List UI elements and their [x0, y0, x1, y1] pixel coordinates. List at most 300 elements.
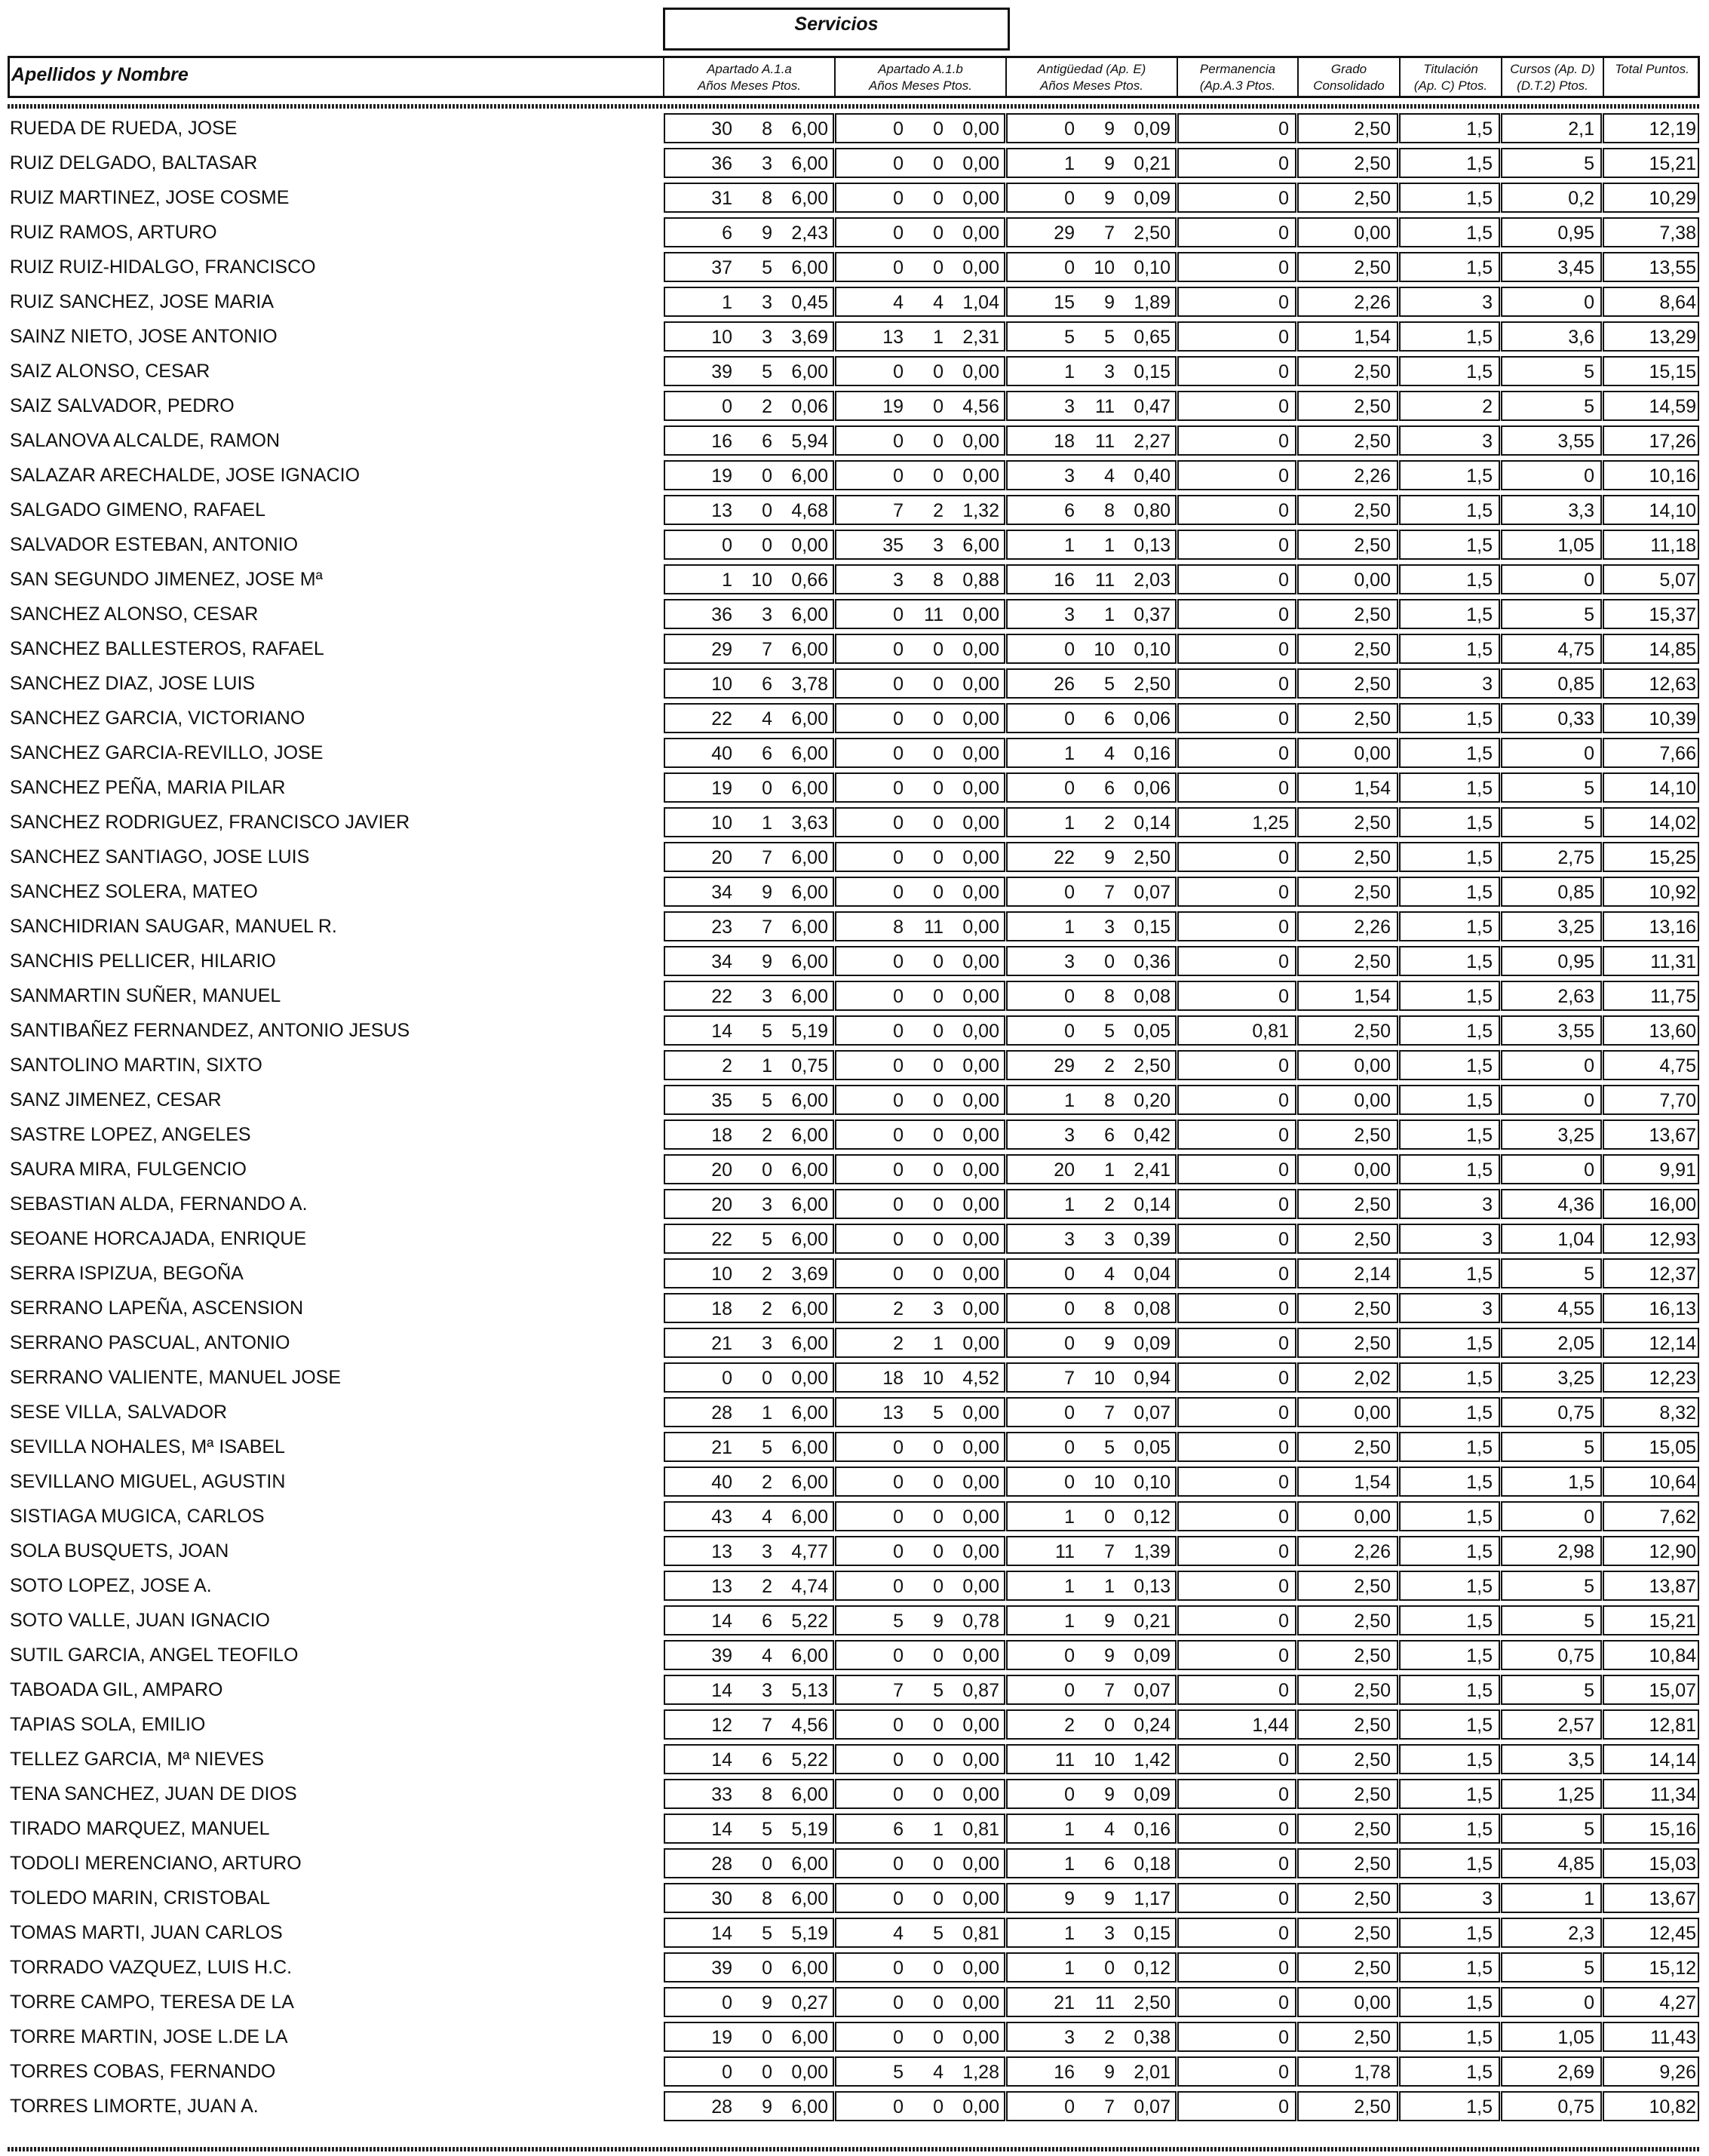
value-5: 0 — [933, 1194, 943, 1215]
value-12: 3 — [1482, 292, 1493, 313]
value-3: 6,00 — [791, 1090, 828, 1111]
value-10: 0 — [1278, 1784, 1289, 1805]
value-2: 1 — [762, 1402, 772, 1424]
value-1: 10 — [711, 674, 732, 695]
value-2: 6 — [762, 431, 772, 452]
value-11: 2,50 — [1354, 2027, 1391, 2048]
value-10: 0 — [1278, 465, 1289, 487]
value-6: 0,00 — [962, 2027, 999, 2048]
table-row — [8, 840, 1700, 875]
table-row — [8, 944, 1700, 979]
value-14: 15,05 — [1649, 1437, 1696, 1458]
value-14: 5,07 — [1659, 570, 1696, 591]
value-12: 1,5 — [1466, 500, 1493, 521]
value-6: 0,00 — [962, 778, 999, 799]
value-2: 3 — [762, 1680, 772, 1701]
value-9: 0,21 — [1134, 1611, 1171, 1632]
value-12: 1,5 — [1466, 1021, 1493, 1042]
value-5: 0 — [933, 986, 943, 1007]
value-12: 1,5 — [1466, 951, 1493, 972]
value-10: 0 — [1278, 1333, 1289, 1354]
value-14: 11,31 — [1650, 951, 1696, 972]
value-9: 2,50 — [1134, 223, 1171, 244]
table-row — [8, 910, 1700, 944]
value-14: 13,55 — [1649, 257, 1696, 278]
employee-name: SERRA ISPIZUA, BEGOÑA — [10, 1263, 244, 1284]
value-8: 0 — [1104, 1958, 1115, 1979]
value-11: 2,50 — [1354, 604, 1391, 625]
value-14: 16,13 — [1649, 1298, 1696, 1319]
value-12: 1,5 — [1466, 1784, 1493, 1805]
value-2: 0 — [762, 1958, 772, 1979]
value-8: 6 — [1104, 708, 1115, 729]
table-row — [8, 528, 1700, 563]
employee-name: SANZ JIMENEZ, CESAR — [10, 1089, 222, 1110]
value-13: 0,85 — [1557, 882, 1594, 903]
value-7: 1 — [1064, 535, 1075, 556]
value-11: 1,54 — [1354, 986, 1391, 1007]
value-2: 7 — [762, 917, 772, 938]
value-6: 0,00 — [962, 1853, 999, 1875]
value-9: 0,40 — [1134, 465, 1171, 487]
value-3: 0,00 — [791, 1368, 828, 1389]
value-7: 0 — [1064, 188, 1075, 209]
value-12: 1,5 — [1466, 1715, 1493, 1736]
table-row — [8, 1049, 1700, 1083]
value-13: 0 — [1584, 1506, 1594, 1528]
value-9: 0,15 — [1134, 1923, 1171, 1944]
value-1: 20 — [711, 1194, 732, 1215]
value-13: 3,5 — [1568, 1749, 1594, 1771]
value-5: 1 — [933, 1333, 943, 1354]
employee-name: SERRANO PASCUAL, ANTONIO — [10, 1332, 290, 1353]
employee-name: SANCHEZ BALLESTEROS, RAFAEL — [10, 638, 324, 659]
value-14: 12,81 — [1649, 1715, 1696, 1736]
value-12: 1,5 — [1466, 1125, 1493, 1146]
value-5: 0 — [933, 1645, 943, 1666]
value-7: 0 — [1064, 1645, 1075, 1666]
value-1: 22 — [711, 986, 732, 1007]
value-8: 9 — [1104, 1645, 1115, 1666]
value-1: 13 — [711, 500, 732, 521]
table-row — [8, 285, 1700, 320]
column-header-line2: Consolidado — [1313, 78, 1385, 93]
employee-name: TIRADO MARQUEZ, MANUEL — [10, 1818, 270, 1839]
employee-name: TABOADA GIL, AMPARO — [10, 1679, 223, 1700]
value-13: 2,1 — [1568, 118, 1594, 140]
value-5: 0 — [933, 1472, 943, 1493]
value-13: 3,6 — [1568, 327, 1594, 348]
value-3: 5,19 — [791, 1021, 828, 1042]
value-9: 0,13 — [1134, 1576, 1171, 1597]
value-11: 2,50 — [1354, 847, 1391, 868]
value-1: 36 — [711, 604, 732, 625]
value-12: 1,5 — [1466, 778, 1493, 799]
value-7: 16 — [1054, 2062, 1075, 2083]
value-6: 0,00 — [962, 1333, 999, 1354]
value-7: 0 — [1064, 257, 1075, 278]
value-6: 0,00 — [962, 1125, 999, 1146]
value-4: 4 — [893, 292, 904, 313]
column-header-2 — [834, 58, 1005, 96]
value-3: 6,00 — [791, 188, 828, 209]
value-2: 6 — [762, 674, 772, 695]
value-11: 2,50 — [1354, 1958, 1391, 1979]
value-10: 0 — [1278, 1958, 1289, 1979]
value-12: 1,5 — [1466, 1645, 1493, 1666]
value-4: 0 — [893, 153, 904, 174]
value-8: 9 — [1104, 1888, 1115, 1909]
value-12: 1,5 — [1466, 1437, 1493, 1458]
value-2: 5 — [762, 1229, 772, 1250]
value-8: 1 — [1104, 604, 1115, 625]
value-12: 1,5 — [1466, 1992, 1493, 2013]
table-row — [8, 250, 1700, 285]
column-header-5 — [1297, 58, 1399, 96]
value-6: 0,00 — [962, 1506, 999, 1528]
value-7: 3 — [1064, 2027, 1075, 2048]
value-5: 0 — [933, 778, 943, 799]
value-6: 0,00 — [962, 2096, 999, 2118]
value-10: 0 — [1278, 361, 1289, 382]
value-5: 11 — [924, 604, 943, 625]
value-10: 0 — [1278, 951, 1289, 972]
value-4: 0 — [893, 1749, 904, 1771]
value-4: 0 — [893, 674, 904, 695]
value-7: 5 — [1064, 327, 1075, 348]
table-row — [8, 1500, 1700, 1534]
value-11: 1,54 — [1354, 1472, 1391, 1493]
value-1: 0 — [722, 1368, 732, 1389]
value-8: 9 — [1104, 153, 1115, 174]
value-11: 2,26 — [1354, 465, 1391, 487]
value-9: 2,50 — [1134, 1992, 1171, 2013]
value-8: 11 — [1095, 431, 1115, 452]
value-8: 9 — [1104, 292, 1115, 313]
value-10: 0 — [1278, 535, 1289, 556]
value-3: 6,00 — [791, 1645, 828, 1666]
value-9: 0,65 — [1134, 327, 1171, 348]
value-14: 10,92 — [1649, 882, 1696, 903]
value-2: 3 — [762, 292, 772, 313]
value-11: 2,26 — [1354, 292, 1391, 313]
value-2: 6 — [762, 1749, 772, 1771]
value-8: 2 — [1104, 2027, 1115, 2048]
value-4: 35 — [882, 535, 904, 556]
value-6: 0,00 — [962, 1055, 999, 1076]
employee-name: RUIZ DELGADO, BALTASAR — [10, 152, 258, 174]
value-14: 8,32 — [1659, 1402, 1696, 1424]
value-5: 0 — [933, 431, 943, 452]
value-14: 14,85 — [1649, 639, 1696, 660]
value-4: 2 — [893, 1333, 904, 1354]
value-2: 2 — [762, 1298, 772, 1319]
value-14: 13,87 — [1649, 1576, 1696, 1597]
value-9: 2,27 — [1134, 431, 1171, 452]
value-14: 8,64 — [1659, 292, 1696, 313]
value-11: 1,54 — [1354, 778, 1391, 799]
value-2: 5 — [762, 1437, 772, 1458]
value-5: 0 — [933, 1888, 943, 1909]
value-7: 9 — [1064, 1888, 1075, 1909]
value-1: 0 — [722, 396, 732, 417]
value-7: 1 — [1064, 1958, 1075, 1979]
value-1: 18 — [711, 1298, 732, 1319]
value-3: 4,74 — [791, 1576, 828, 1597]
value-8: 1 — [1104, 535, 1115, 556]
value-1: 39 — [711, 361, 732, 382]
value-13: 5 — [1584, 1576, 1594, 1597]
table-row — [8, 1743, 1700, 1777]
employee-name: TORRADO VAZQUEZ, LUIS H.C. — [10, 1957, 293, 1978]
value-9: 0,05 — [1134, 1437, 1171, 1458]
value-2: 2 — [762, 1576, 772, 1597]
column-header-line2: (Ap. C) Ptos. — [1413, 78, 1488, 93]
value-4: 0 — [893, 1576, 904, 1597]
value-6: 0,00 — [962, 118, 999, 140]
value-8: 9 — [1104, 1611, 1115, 1632]
value-3: 6,00 — [791, 1784, 828, 1805]
value-13: 5 — [1584, 396, 1594, 417]
value-12: 1,5 — [1466, 257, 1493, 278]
value-1: 14 — [711, 1819, 732, 1840]
employee-name: SANCHEZ PEÑA, MARIA PILAR — [10, 777, 286, 798]
value-13: 2,63 — [1557, 986, 1594, 1007]
value-3: 6,00 — [791, 639, 828, 660]
value-11: 0,00 — [1354, 1506, 1391, 1528]
value-13: 4,55 — [1557, 1298, 1594, 1319]
value-14: 13,67 — [1649, 1125, 1696, 1146]
value-2: 0 — [762, 1159, 772, 1181]
value-14: 11,75 — [1650, 986, 1696, 1007]
value-11: 2,50 — [1354, 396, 1391, 417]
value-1: 14 — [711, 1680, 732, 1701]
value-2: 2 — [762, 1264, 772, 1285]
value-14: 12,23 — [1649, 1368, 1696, 1389]
value-12: 1,5 — [1466, 1264, 1493, 1285]
value-3: 6,00 — [791, 1437, 828, 1458]
value-4: 0 — [893, 2096, 904, 2118]
value-1: 18 — [711, 1125, 732, 1146]
value-11: 2,50 — [1354, 118, 1391, 140]
value-4: 2 — [893, 1298, 904, 1319]
value-2: 9 — [762, 1992, 772, 2013]
table-row — [8, 1534, 1700, 1569]
value-1: 14 — [711, 1749, 732, 1771]
value-8: 10 — [1094, 257, 1115, 278]
value-10: 0 — [1278, 847, 1289, 868]
value-12: 1,5 — [1466, 1541, 1493, 1562]
value-4: 0 — [893, 1021, 904, 1042]
value-4: 13 — [882, 327, 904, 348]
value-4: 5 — [893, 2062, 904, 2083]
value-11: 2,50 — [1354, 1611, 1391, 1632]
value-5: 0 — [933, 1576, 943, 1597]
value-2: 5 — [762, 1819, 772, 1840]
value-3: 6,00 — [791, 465, 828, 487]
value-10: 0 — [1278, 257, 1289, 278]
table-row — [8, 1396, 1700, 1430]
column-header-line1: Permanencia — [1199, 62, 1276, 76]
value-13: 5 — [1584, 1611, 1594, 1632]
value-6: 0,00 — [962, 361, 999, 382]
value-1: 21 — [711, 1333, 732, 1354]
value-12: 1,5 — [1466, 1749, 1493, 1771]
value-4: 0 — [893, 812, 904, 834]
value-11: 2,50 — [1354, 431, 1391, 452]
value-10: 0 — [1278, 396, 1289, 417]
value-1: 16 — [711, 431, 732, 452]
value-13: 4,85 — [1557, 1853, 1594, 1875]
value-13: 0,75 — [1557, 1645, 1594, 1666]
value-11: 0,00 — [1354, 1402, 1391, 1424]
employee-name: SUTIL GARCIA, ANGEL TEOFILO — [10, 1645, 299, 1666]
value-6: 0,00 — [962, 465, 999, 487]
value-10: 0 — [1278, 1159, 1289, 1181]
table-row — [8, 1326, 1700, 1361]
table-row — [8, 1465, 1700, 1500]
value-1: 40 — [711, 743, 732, 764]
value-8: 7 — [1104, 1402, 1115, 1424]
employee-name: SANCHEZ RODRIGUEZ, FRANCISCO JAVIER — [10, 812, 410, 833]
value-6: 0,00 — [962, 257, 999, 278]
value-5: 0 — [933, 743, 943, 764]
value-1: 19 — [711, 2027, 732, 2048]
value-8: 6 — [1104, 1125, 1115, 1146]
value-2: 3 — [762, 327, 772, 348]
value-1: 28 — [711, 1402, 732, 1424]
value-6: 0,00 — [962, 1958, 999, 1979]
value-10: 0 — [1278, 1576, 1289, 1597]
value-6: 0,00 — [962, 1090, 999, 1111]
value-2: 2 — [762, 1125, 772, 1146]
value-5: 11 — [924, 917, 943, 938]
value-1: 30 — [711, 118, 732, 140]
value-1: 31 — [711, 188, 732, 209]
value-13: 2,57 — [1557, 1715, 1594, 1736]
value-14: 12,63 — [1649, 674, 1696, 695]
value-10: 0 — [1278, 917, 1289, 938]
value-13: 1 — [1584, 1888, 1594, 1909]
value-11: 2,50 — [1354, 535, 1391, 556]
value-8: 7 — [1104, 1541, 1115, 1562]
value-8: 5 — [1104, 1437, 1115, 1458]
value-12: 1,5 — [1466, 847, 1493, 868]
value-11: 2,50 — [1354, 1923, 1391, 1944]
value-13: 3,25 — [1557, 917, 1594, 938]
value-5: 0 — [933, 1437, 943, 1458]
value-6: 4,52 — [962, 1368, 999, 1389]
value-9: 0,07 — [1134, 882, 1171, 903]
value-7: 0 — [1064, 118, 1075, 140]
value-11: 2,50 — [1354, 1819, 1391, 1840]
value-2: 5 — [762, 1021, 772, 1042]
value-12: 1,5 — [1466, 570, 1493, 591]
value-6: 0,00 — [962, 1888, 999, 1909]
value-1: 14 — [711, 1611, 732, 1632]
value-1: 30 — [711, 1888, 732, 1909]
value-13: 5 — [1584, 1264, 1594, 1285]
table-row — [8, 771, 1700, 806]
value-6: 0,00 — [962, 743, 999, 764]
value-2: 1 — [762, 812, 772, 834]
value-1: 1 — [722, 292, 732, 313]
value-10: 0 — [1278, 1611, 1289, 1632]
value-6: 0,00 — [962, 1784, 999, 1805]
value-9: 0,39 — [1134, 1229, 1171, 1250]
value-1: 14 — [711, 1923, 732, 1944]
employee-name: RUIZ RAMOS, ARTURO — [10, 222, 217, 243]
value-13: 0 — [1584, 465, 1594, 487]
value-10: 0 — [1278, 639, 1289, 660]
value-12: 1,5 — [1466, 535, 1493, 556]
table-row — [8, 667, 1700, 702]
value-14: 10,84 — [1649, 1645, 1696, 1666]
table-row — [8, 736, 1700, 771]
value-8: 9 — [1104, 2062, 1115, 2083]
value-12: 1,5 — [1466, 812, 1493, 834]
value-1: 0 — [722, 2062, 732, 2083]
value-13: 5 — [1584, 812, 1594, 834]
employee-name: TENA SANCHEZ, JUAN DE DIOS — [10, 1783, 297, 1804]
value-5: 0 — [933, 1958, 943, 1979]
value-11: 2,50 — [1354, 951, 1391, 972]
value-5: 0 — [933, 1541, 943, 1562]
value-6: 1,04 — [962, 292, 999, 313]
value-6: 0,00 — [962, 951, 999, 972]
value-2: 10 — [751, 570, 772, 591]
value-5: 0 — [933, 1784, 943, 1805]
value-4: 0 — [893, 1472, 904, 1493]
value-13: 5 — [1584, 361, 1594, 382]
value-9: 0,12 — [1134, 1506, 1171, 1528]
value-8: 7 — [1104, 1680, 1115, 1701]
value-1: 2 — [722, 1055, 732, 1076]
value-8: 10 — [1094, 1368, 1115, 1389]
value-14: 10,16 — [1649, 465, 1696, 487]
value-12: 1,5 — [1466, 327, 1493, 348]
value-13: 0,85 — [1557, 674, 1594, 695]
value-5: 0 — [933, 639, 943, 660]
value-14: 14,14 — [1649, 1749, 1696, 1771]
value-5: 0 — [933, 1159, 943, 1181]
value-10: 0 — [1278, 1402, 1289, 1424]
value-4: 5 — [893, 1611, 904, 1632]
value-6: 0,00 — [962, 153, 999, 174]
value-10: 0 — [1278, 431, 1289, 452]
value-7: 0 — [1064, 1333, 1075, 1354]
value-3: 6,00 — [791, 778, 828, 799]
employee-name: RUIZ MARTINEZ, JOSE COSME — [10, 187, 290, 208]
table-row — [8, 702, 1700, 736]
value-11: 2,50 — [1354, 257, 1391, 278]
value-12: 3 — [1482, 1888, 1493, 1909]
employee-name: SAN SEGUNDO JIMENEZ, JOSE Mª — [10, 569, 323, 590]
value-4: 0 — [893, 1506, 904, 1528]
value-13: 5 — [1584, 1680, 1594, 1701]
value-7: 1 — [1064, 1506, 1075, 1528]
value-7: 0 — [1064, 1021, 1075, 1042]
value-2: 0 — [762, 2062, 772, 2083]
value-14: 12,45 — [1649, 1923, 1696, 1944]
value-10: 0 — [1278, 1992, 1289, 2013]
value-6: 0,00 — [962, 1402, 999, 1424]
value-8: 1 — [1104, 1159, 1115, 1181]
value-9: 1,89 — [1134, 292, 1171, 313]
value-5: 0 — [933, 708, 943, 729]
value-5: 4 — [933, 292, 943, 313]
value-8: 0 — [1104, 1506, 1115, 1528]
